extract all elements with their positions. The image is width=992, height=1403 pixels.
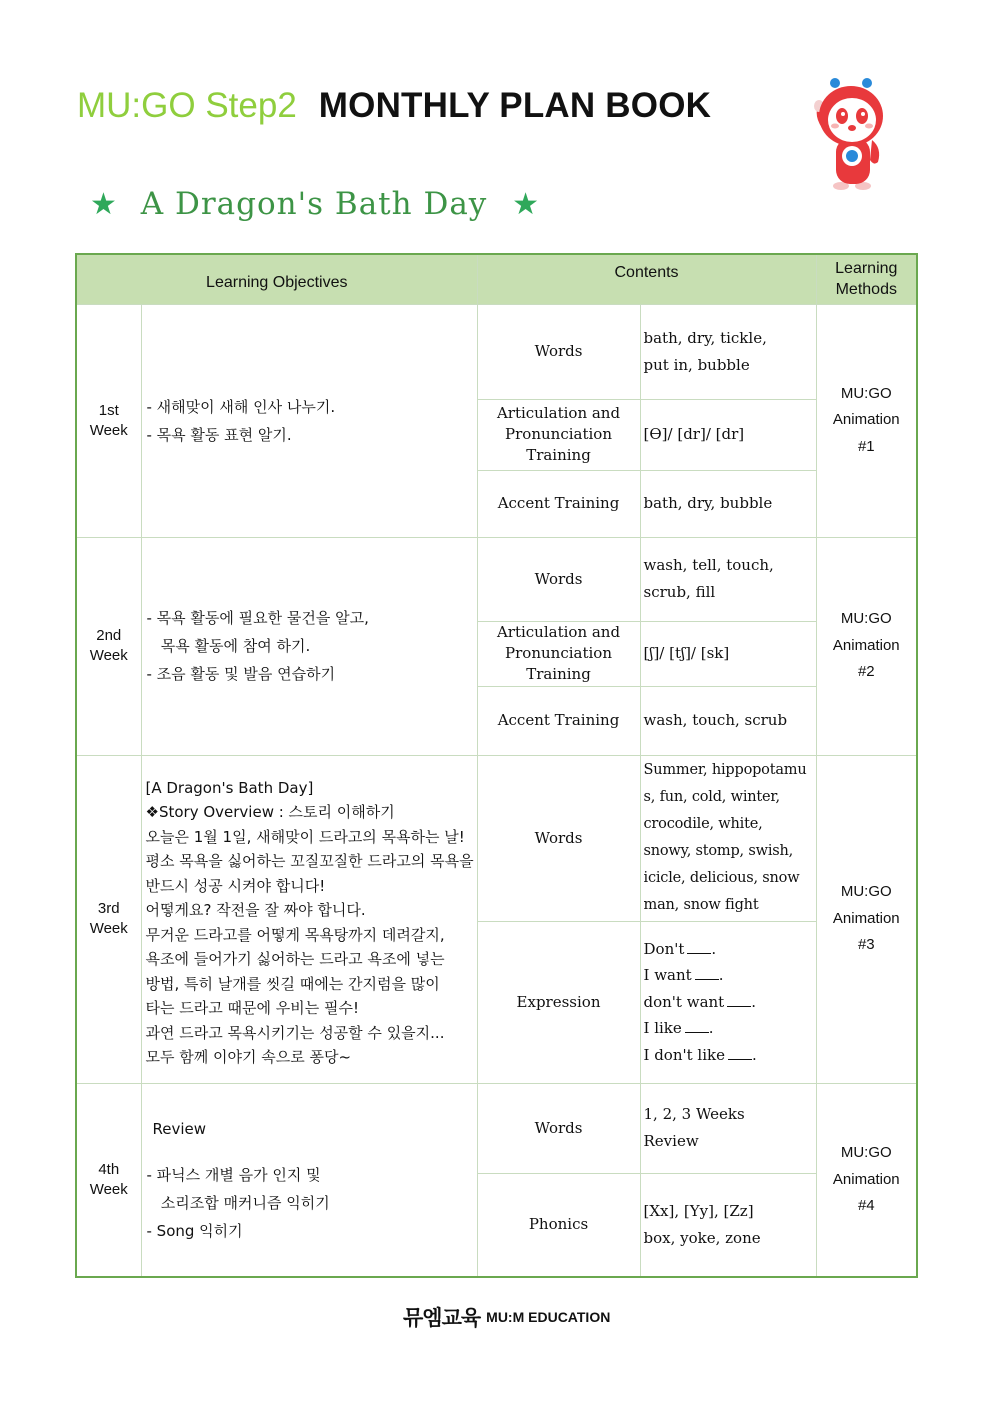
learning-objectives: [141, 755, 477, 1083]
star-icon: ★: [90, 187, 118, 222]
content-value: [640, 921, 816, 1083]
objective-line: 소리조합 매커니즘 익히기: [146, 1193, 330, 1212]
content-value-line: [ʃ]/ [tʃ]/ [sk]: [643, 644, 730, 662]
page-header: [77, 86, 711, 132]
book-title-text: A Dragon's Bath Day: [140, 186, 488, 222]
header-methods-line2: Methods: [835, 281, 897, 299]
content-type-line: Pronunciation: [505, 644, 612, 662]
objective-line: 무거운 드라고를 어떻게 목욕탕까지 데려갈지,: [145, 925, 445, 944]
week-word: Week: [89, 1180, 128, 1198]
table-header-row: [76, 254, 917, 304]
method-line: #4: [857, 1197, 875, 1214]
week-label: [76, 304, 141, 537]
footer-logo-english: MU:M EDUCATION: [486, 1309, 611, 1325]
content-type: [477, 921, 640, 1083]
week-word: Week: [89, 647, 128, 664]
fill-blank-line: [685, 1030, 709, 1033]
objective-line: 오늘은 1월 1일, 새해맞이 드라고의 목욕하는 날!: [145, 827, 465, 846]
content-value: [640, 1173, 816, 1277]
content-value-line: icicle, delicious, snow: [643, 870, 800, 886]
content-value: [640, 1083, 816, 1173]
content-type: [477, 686, 640, 755]
content-value-line: [Ɵ]/ [dr]/ [dr]: [643, 425, 745, 443]
content-value-line: put in, bubble: [643, 355, 750, 374]
method-line: Animation: [832, 636, 900, 654]
fill-blank-line: [695, 977, 719, 980]
week-label: [76, 1083, 141, 1277]
objective-line: - 목욕 활동 표현 알기.: [146, 425, 292, 444]
content-value: [640, 621, 816, 686]
content-value-line: I want: [643, 966, 692, 985]
fill-blank-line: [728, 1057, 752, 1060]
method-line: MU:GO: [840, 384, 892, 402]
objective-line: 과연 드라고 목욕시키기는 성공할 수 있을지...: [145, 1023, 445, 1042]
content-type: [477, 1083, 640, 1173]
objective-line: 반드시 성공 시켜야 합니다!: [145, 876, 326, 895]
method-line: #2: [857, 663, 875, 681]
content-value: [640, 755, 816, 921]
content-value: [640, 470, 816, 537]
content-value-line: don't want: [643, 992, 725, 1011]
content-type-line: Phonics: [528, 1215, 589, 1234]
content-type-line: Words: [534, 828, 583, 847]
objective-line: - 조음 활동 및 발음 연습하기: [146, 665, 336, 683]
content-type-line: Words: [534, 569, 583, 588]
content-type: [477, 621, 640, 686]
objective-line: - 목욕 활동에 필요한 물건을 알고,: [146, 609, 369, 627]
objective-line: - 새해맞이 새해 인사 나누기.: [146, 397, 336, 416]
mascot-character-icon: [808, 76, 894, 190]
method-line: Animation: [832, 1170, 900, 1188]
header-methods: [816, 254, 917, 304]
learning-objectives: [141, 537, 477, 755]
content-type-line: Training: [526, 665, 591, 683]
objective-line: 어떻게요? 작전을 잘 짜야 합니다.: [145, 901, 366, 919]
content-value: [640, 399, 816, 470]
objective-line: 모두 함께 이야기 속으로 퐁당~: [145, 1048, 352, 1066]
content-type-line: Pronunciation: [505, 425, 612, 443]
learning-method: [816, 537, 917, 755]
objective-line: 욕조에 들어가기 싫어하는 드라고 욕조에 넣는: [145, 950, 445, 968]
star-icon: ★: [512, 187, 541, 222]
footer-logo-korean: 뮤엠교육: [403, 1306, 481, 1330]
objective-line: ❖Story Overview : 스토리 이해하기: [145, 803, 395, 821]
header-objectives: [76, 254, 477, 304]
week-word: Week: [89, 421, 128, 439]
content-type-line: Articulation and: [496, 623, 621, 641]
period: .: [751, 1045, 757, 1064]
table-row: [76, 304, 917, 399]
content-value-line: Summer, hippopotamu: [643, 762, 807, 778]
content-value-line: wash, touch, scrub: [643, 711, 788, 729]
content-type-line: Articulation and: [496, 404, 621, 422]
content-type-line: Words: [534, 342, 583, 360]
content-type: [477, 304, 640, 399]
table-row: [76, 755, 917, 921]
monthly-plan-table: [75, 253, 918, 1278]
fill-blank-line: [727, 1004, 751, 1007]
week-number: 2nd: [96, 627, 122, 644]
content-value-line: bath, dry, tickle,: [643, 328, 767, 347]
method-line: Animation: [832, 909, 900, 927]
objective-line: Review: [152, 1119, 207, 1138]
learning-method: [816, 755, 917, 1083]
method-line: MU:GO: [840, 1144, 892, 1161]
content-value-line: man, snow fight: [643, 897, 759, 913]
content-value-line: 1, 2, 3 Weeks: [643, 1105, 745, 1123]
content-value-line: I like: [643, 1019, 682, 1038]
period: .: [718, 966, 724, 985]
content-value-line: [Xx], [Yy], [Zz]: [643, 1201, 754, 1220]
content-type-line: Accent Training: [497, 494, 620, 512]
objective-line: 방법, 특히 날개를 씻길 때에는 간지럼을 많이: [145, 974, 440, 993]
method-line: MU:GO: [840, 610, 892, 628]
content-value-line: I don't like: [643, 1045, 725, 1064]
content-type: [477, 537, 640, 621]
week-word: Week: [89, 920, 128, 937]
content-value-line: scrub, fill: [643, 583, 716, 601]
content-value-line: box, yoke, zone: [643, 1228, 761, 1247]
content-type: [477, 470, 640, 537]
learning-objectives: [141, 1083, 477, 1277]
content-type-line: Training: [526, 446, 591, 464]
content-type: [477, 1173, 640, 1277]
footer-logo: [403, 1302, 610, 1332]
content-value-line: Review: [643, 1132, 699, 1150]
learning-method: [816, 304, 917, 537]
content-value: [640, 686, 816, 755]
content-value-line: Don't: [643, 939, 685, 958]
objective-line: - 파닉스 개별 음가 인지 및: [146, 1165, 321, 1184]
table-row: [76, 537, 917, 621]
content-type-line: Words: [534, 1118, 583, 1137]
header-contents: [477, 254, 816, 304]
learning-method: [816, 1083, 917, 1277]
brand-name: MU:GO Step2: [77, 86, 297, 125]
book-title: [90, 186, 540, 222]
header-methods-line1: Learning: [835, 260, 898, 278]
objective-line: 목욕 활동에 참여 하기.: [146, 637, 311, 655]
header-contents-label: Contents: [614, 264, 679, 282]
content-type-line: Accent Training: [497, 711, 620, 729]
period: .: [708, 1019, 714, 1038]
content-value: [640, 537, 816, 621]
objective-line: [A Dragon's Bath Day]: [145, 778, 314, 797]
objective-line: 타는 드라고 때문에 우비는 필수!: [145, 999, 359, 1017]
content-value-line: s, fun, cold, winter,: [643, 789, 780, 805]
content-value-line: wash, tell, touch,: [643, 556, 774, 574]
period: .: [711, 939, 717, 958]
learning-objectives: [141, 304, 477, 537]
content-value-line: crocodile, white,: [643, 816, 763, 832]
week-number: 4th: [98, 1160, 120, 1178]
week-number: 1st: [98, 401, 119, 419]
method-line: #1: [857, 437, 875, 455]
content-type-line: Expression: [516, 992, 601, 1011]
objective-line: - Song 익히기: [146, 1221, 243, 1240]
objective-line: [147, 1143, 477, 1161]
header-objectives-label: Learning Objectives: [206, 274, 348, 292]
method-line: #3: [857, 936, 875, 954]
week-label: [76, 537, 141, 755]
method-line: MU:GO: [840, 883, 892, 901]
content-value-line: bath, dry, bubble: [643, 494, 773, 512]
week-number: 3rd: [97, 900, 120, 917]
content-value-line: snowy, stomp, swish,: [643, 843, 794, 859]
content-type: [477, 399, 640, 470]
period: .: [751, 992, 756, 1011]
objective-line: 평소 목욕을 싫어하는 꼬질꼬질한 드라고의 목욕을: [145, 852, 474, 870]
fill-blank-line: [687, 951, 711, 954]
week-label: [76, 755, 141, 1083]
method-line: Animation: [832, 411, 900, 429]
content-value: [640, 304, 816, 399]
table-row: [76, 1083, 917, 1173]
content-type: [477, 755, 640, 921]
document-title: MONTHLY PLAN BOOK: [318, 86, 712, 125]
